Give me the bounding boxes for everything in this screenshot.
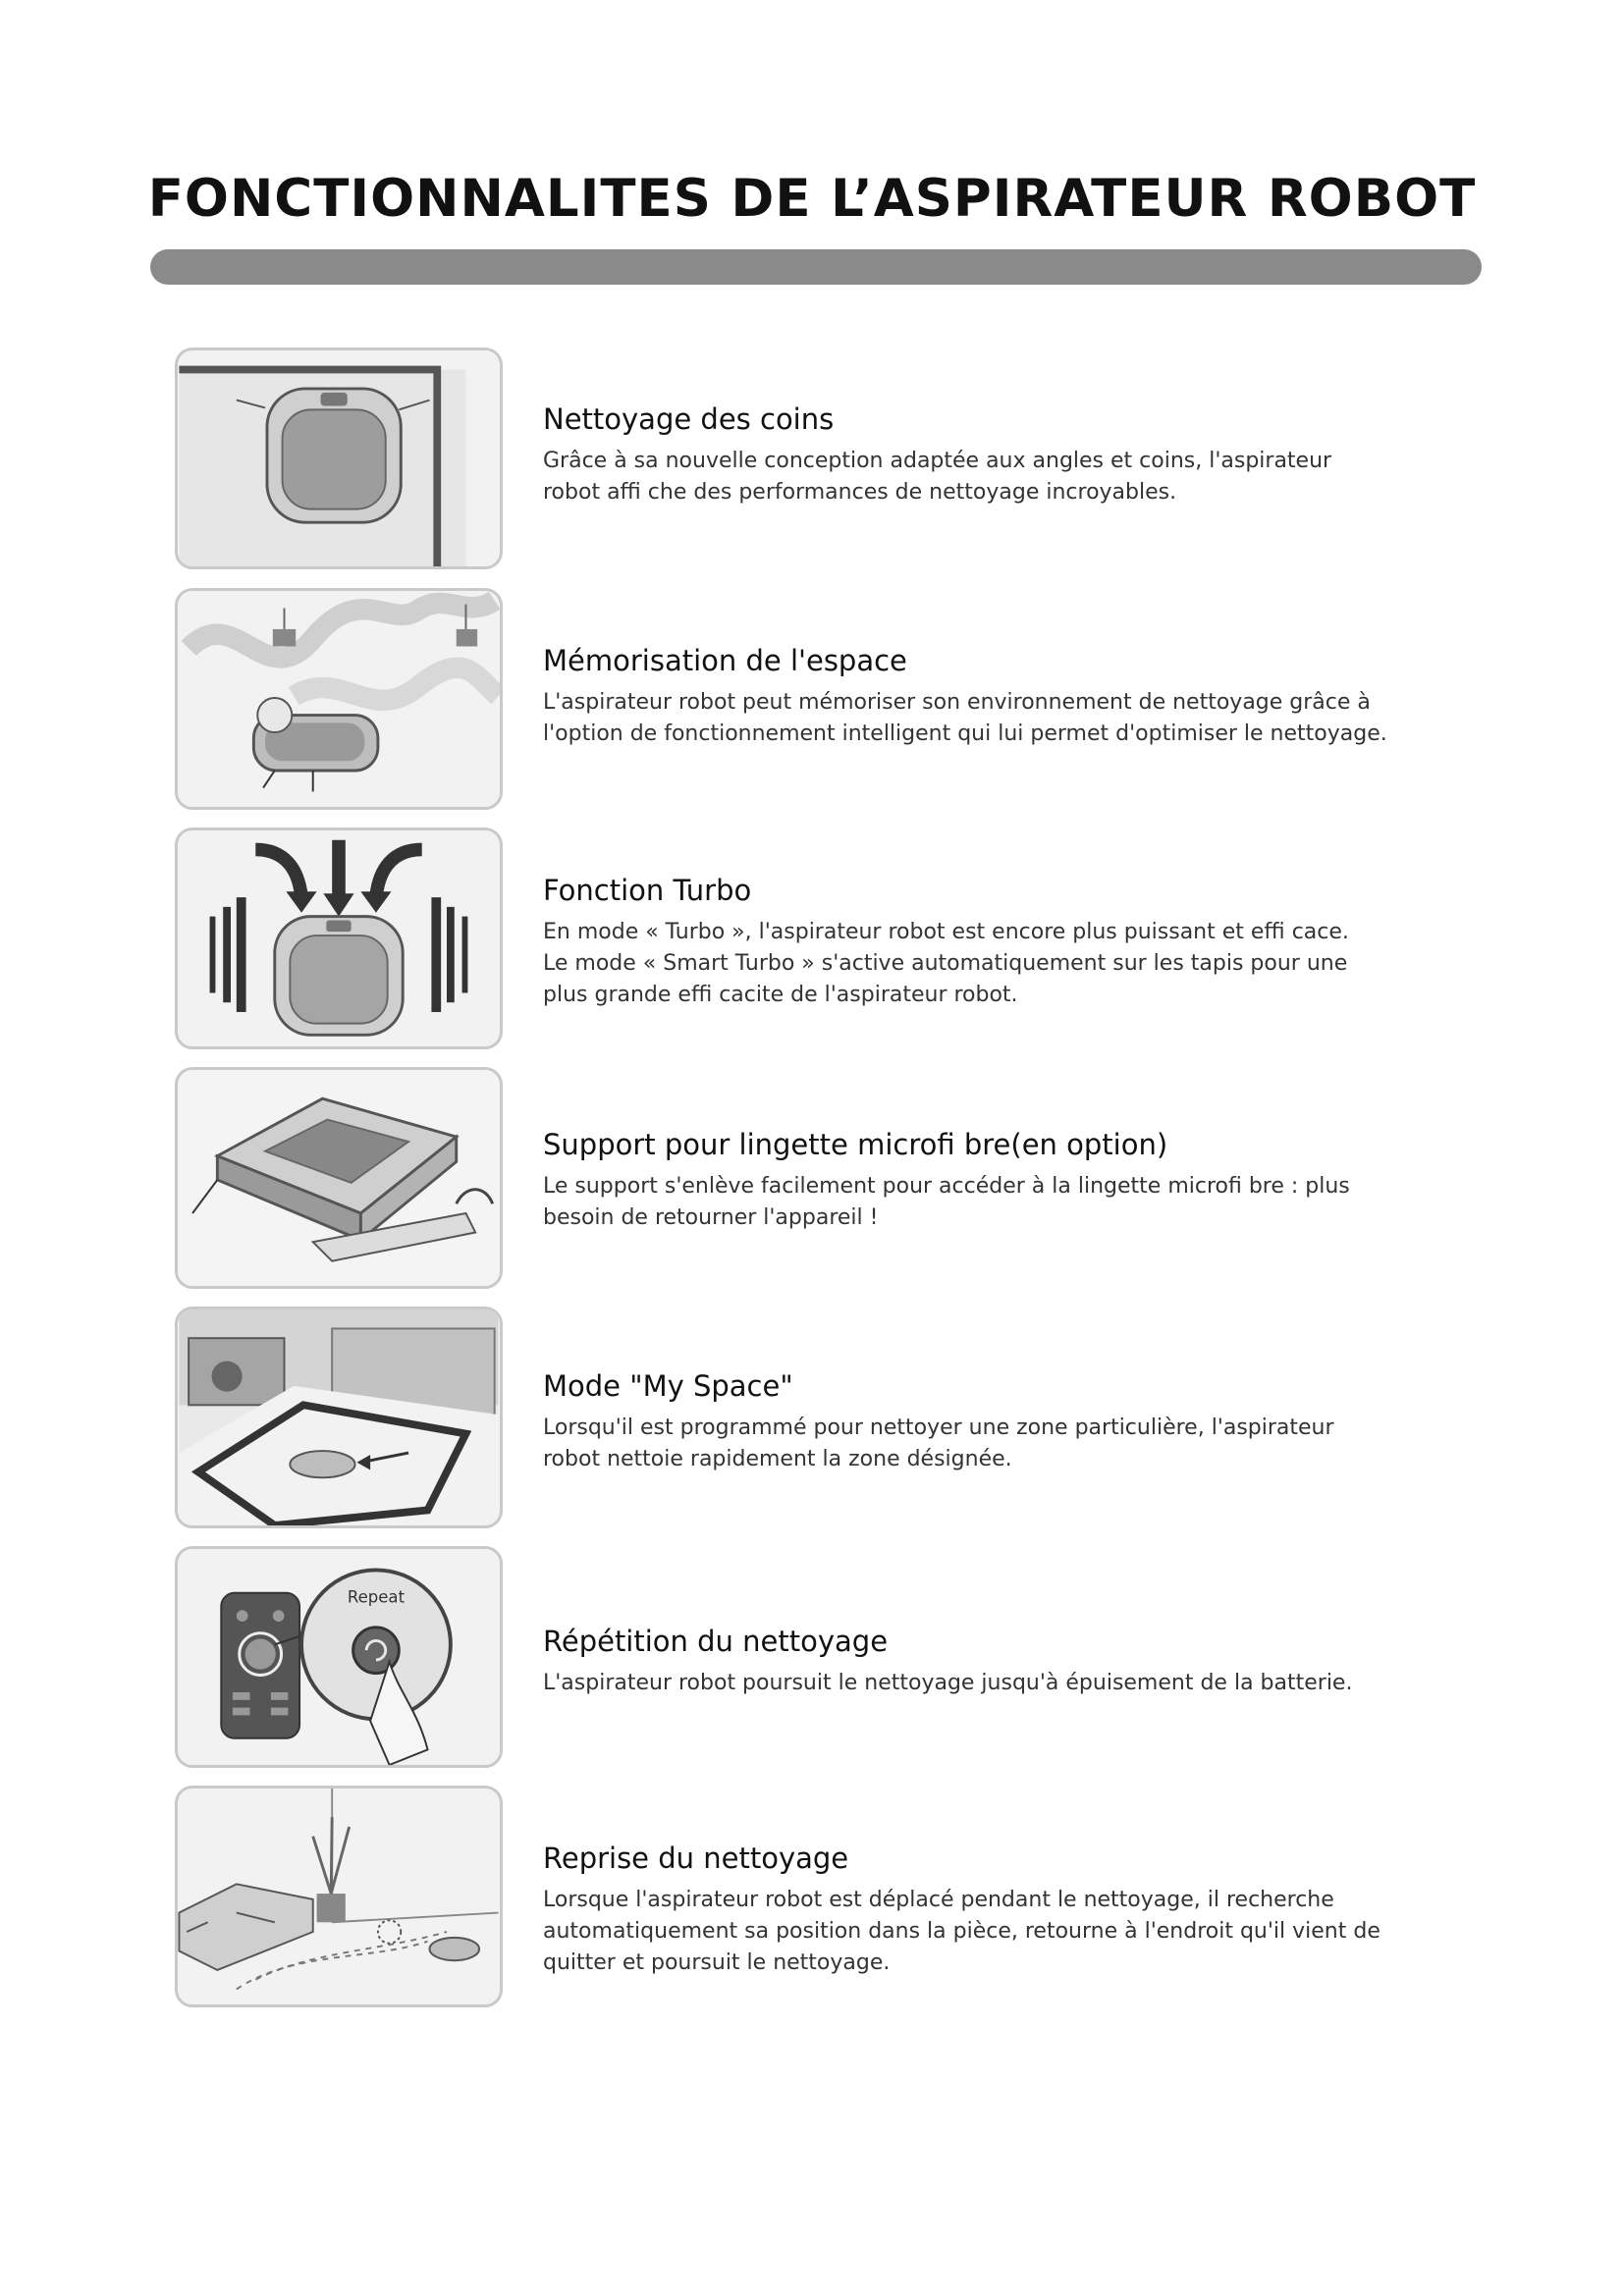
- feature-title: Nettoyage des coins: [543, 402, 835, 436]
- feature-title: Fonction Turbo: [543, 874, 752, 907]
- feature-my-space: [175, 1307, 1490, 1530]
- robot-turbo-icon: [175, 828, 503, 1049]
- remote-repeat-button-icon: [175, 1546, 503, 1768]
- feature-title: Mode "My Space": [543, 1369, 793, 1403]
- robot-in-corner-icon: [175, 347, 503, 569]
- title-divider-bar: [150, 249, 1482, 285]
- feature-description: L'aspirateur robot peut mémoriser son environnement de nettoyage grâce à l'option de fonctionnement intelligent qui lui permet d'optimiser le nettoyage.: [543, 690, 1387, 746]
- repeat-button-label: Repeat: [347, 1587, 406, 1607]
- feature-corner-cleaning: [175, 347, 1490, 571]
- feature-space-memory: [175, 588, 1490, 812]
- feature-title: Support pour lingette microfi bre(en option): [543, 1128, 1168, 1161]
- feature-microfiber-support: [175, 1067, 1490, 1291]
- feature-description: Lorsqu'il est programmé pour nettoyer une zone particulière, l'aspirateur robot nettoie rapidement la zone désignée.: [543, 1415, 1334, 1471]
- feature-repeat-cleaning: [175, 1546, 1490, 1770]
- robot-microfiber-support-icon: [175, 1067, 503, 1289]
- feature-description: Le support s'enlève facilement pour accéder à la lingette microfi bre : plus besoin de retourner l'appareil !: [543, 1174, 1350, 1230]
- feature-description: Grâce à sa nouvelle conception adaptée aux angles et coins, l'aspirateur robot affi che des performances de nettoyage incroyables.: [543, 449, 1332, 505]
- feature-turbo: [175, 828, 1490, 1051]
- feature-title: Répétition du nettoyage: [543, 1625, 889, 1658]
- page-title: FONCTIONNALITES DE L’ASPIRATEUR ROBOT: [147, 169, 1477, 229]
- robot-resume-cleaning-icon: [175, 1786, 503, 2007]
- feature-description: Lorsque l'aspirateur robot est déplacé pendant le nettoyage, il recherche automatiquement sa position dans la pièce, retourne à l'endroit qu'il vient de quitter et poursuit le nettoyage.: [543, 1888, 1380, 1975]
- feature-description: En mode « Turbo », l'aspirateur robot est encore plus puissant et effi cace. Le mode « Smart Turbo » s'active automatiquement sur les tapis pour une plus grande effi cacite de l'aspirateur robot.: [543, 920, 1349, 1007]
- robot-mapping-icon: [175, 588, 503, 810]
- robot-my-space-zone-icon: [175, 1307, 503, 1528]
- feature-description: L'aspirateur robot poursuit le nettoyage jusqu'à épuisement de la batterie.: [543, 1671, 1353, 1695]
- feature-title: Mémorisation de l'espace: [543, 644, 907, 677]
- feature-title: Reprise du nettoyage: [543, 1842, 849, 1875]
- feature-resume-cleaning: [175, 1786, 1490, 2009]
